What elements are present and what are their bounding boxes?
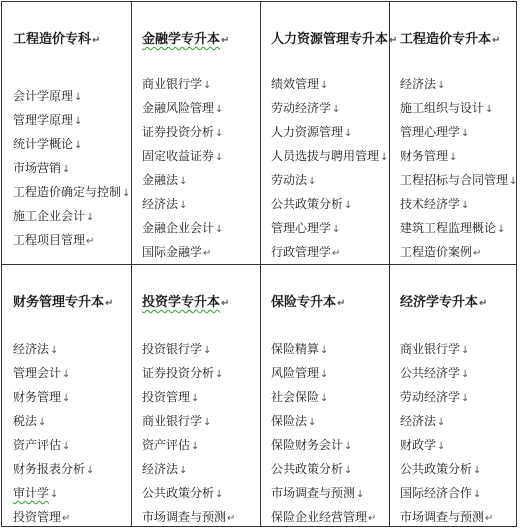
course-item: 统计学概论↓ — [13, 137, 83, 151]
course-item: 经济法↓ — [400, 414, 446, 428]
course-item: 市场营销↓ — [13, 161, 71, 175]
course-table — [1, 1, 517, 527]
course-item: 市场调查与预测↓ — [271, 486, 365, 500]
program-title: 工程造价专升本↵ — [400, 32, 501, 47]
course-item: 工程招标与合同管理↓ — [400, 173, 518, 187]
course-item: 国际经济合作↓ — [400, 486, 482, 500]
course-item: 风险管理↓ — [271, 366, 329, 380]
course-list — [400, 72, 517, 264]
course-item: 国际金融学↵ — [142, 245, 212, 259]
course-item: 管理心理学↓ — [271, 221, 341, 235]
course-item: 工程造价案例↵ — [400, 245, 482, 259]
course-item: 公共政策分析↓ — [271, 197, 353, 211]
course-item: 保险法↓ — [271, 414, 317, 428]
course-item: 投资银行学↓ — [142, 342, 212, 356]
course-item: 绩效管理↓ — [271, 77, 329, 91]
course-item: 公共政策分析↓ — [400, 462, 482, 476]
course-item: 管理学原理↓ — [13, 113, 83, 127]
course-item: 财政学↓ — [400, 438, 446, 452]
course-list — [142, 337, 235, 529]
course-item: 施工组织与设计↓ — [400, 101, 494, 115]
course-item: 金融风险管理↓ — [142, 101, 224, 115]
course-item: 投资管理↵ — [13, 510, 71, 524]
course-item: 经济法↓ — [142, 197, 188, 211]
course-item: 财务报表分析↓ — [13, 462, 95, 476]
course-item: 人力资源管理↓ — [271, 125, 353, 139]
program-title: 财务管理专升本↵ — [13, 295, 114, 310]
course-item: 建筑工程监理概论↓ — [400, 221, 506, 235]
course-item: 资产评估↓ — [13, 438, 71, 452]
course-item: 财务管理↓ — [400, 149, 458, 163]
course-item: 保险精算↓ — [271, 342, 329, 356]
course-item: 劳动法↓ — [271, 173, 317, 187]
program-title: 人力资源管理专升本↵ — [271, 32, 398, 47]
course-item: 会计学原理↓ — [13, 89, 83, 103]
course-item: 金融法↓ — [142, 173, 188, 187]
course-item: 公共政策分析↓ — [271, 462, 353, 476]
course-item: 经济法↓ — [400, 77, 446, 91]
course-item: 经济法↓ — [13, 342, 59, 356]
course-item: 证券投资分析↓ — [142, 366, 224, 380]
course-item: 工程项目管理↵ — [13, 233, 95, 247]
course-item: 社会保险↓ — [271, 390, 329, 404]
course-item: 财务管理↓ — [13, 390, 71, 404]
course-item: 市场调查与预测↵ — [142, 510, 236, 524]
course-list — [400, 337, 493, 529]
course-item: 市场调查与预测↵ — [400, 510, 494, 524]
course-item: 人员选拔与聘用管理↓ — [271, 149, 389, 163]
course-item: 劳动经济学↓ — [271, 101, 341, 115]
course-item: 管理心理学↓ — [400, 125, 470, 139]
course-item: 税法↓ — [13, 414, 47, 428]
course-item: 商业银行学↓ — [400, 342, 470, 356]
course-item: 商业银行学↓ — [142, 414, 212, 428]
course-item: 公共经济学↓ — [400, 366, 470, 380]
course-item: 资产评估↓ — [142, 438, 200, 452]
course-item: 商业银行学↓ — [142, 77, 212, 91]
course-item: 工程造价确定与控制↓ — [13, 185, 131, 199]
course-item: 施工企业会计↓ — [13, 209, 95, 223]
course-list — [142, 72, 223, 264]
course-item: 管理会计↓ — [13, 366, 71, 380]
course-item: 保险财务会计↓ — [271, 438, 353, 452]
course-item: 审计学↓ — [13, 486, 59, 500]
course-item: 行政管理学↵ — [271, 245, 341, 259]
course-list — [13, 337, 94, 529]
course-item: 固定收益证券↓ — [142, 149, 224, 163]
program-title: 投资学专升本↵ — [142, 295, 230, 310]
course-item: 金融企业会计↓ — [142, 221, 224, 235]
course-list — [271, 337, 376, 529]
program-title: 经济学专升本↵ — [400, 295, 488, 310]
row-divider — [2, 264, 516, 265]
course-list — [13, 84, 130, 252]
course-item: 保险企业经营管理↵ — [271, 510, 377, 524]
program-title: 金融学专升本↵ — [142, 32, 230, 47]
course-item: 投资管理↓ — [142, 390, 200, 404]
course-item: 经济法↓ — [142, 462, 188, 476]
course-item: 公共政策分析↓ — [142, 486, 224, 500]
course-item: 劳动经济学↓ — [400, 390, 470, 404]
course-list — [271, 72, 388, 264]
course-item: 证券投资分析↓ — [142, 125, 224, 139]
program-title: 工程造价专科↵ — [13, 32, 101, 47]
program-title: 保险专升本↵ — [271, 295, 346, 310]
course-item: 技术经济学↓ — [400, 197, 470, 211]
